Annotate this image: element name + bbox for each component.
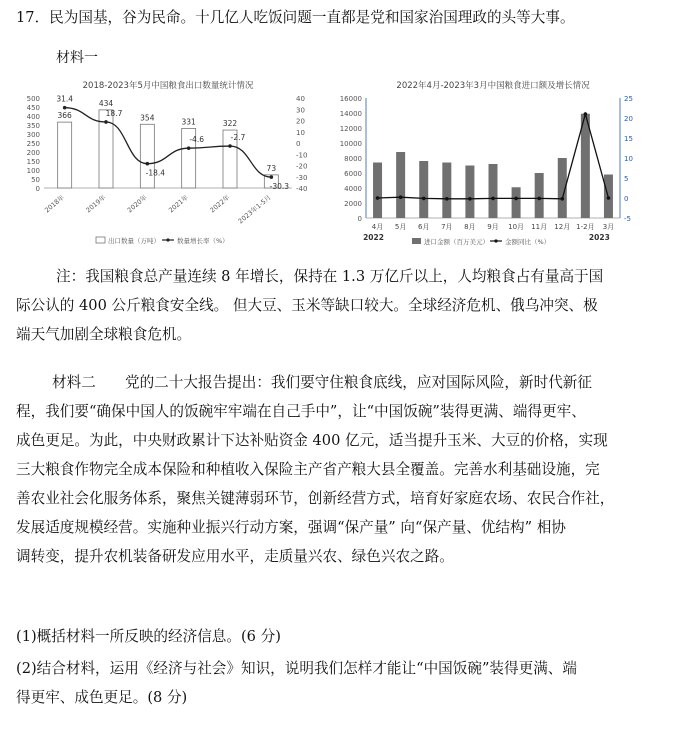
growth-label: -30.3 (269, 182, 290, 192)
bar (581, 114, 590, 218)
bar-label: 322 (222, 119, 238, 129)
m2-line: 成色更足。为此，中央财政累计下达补贴资金 400 亿元，适当提升玉米、大豆的价格，实现 (16, 432, 608, 449)
growth-point (560, 197, 564, 201)
growth-point (270, 175, 274, 179)
x-tick: 2021年 (167, 193, 190, 215)
left-tick: 350 (26, 122, 40, 130)
x-tick: 5月 (394, 223, 407, 231)
x-tick: 2022年 (208, 193, 232, 215)
bar (512, 187, 521, 218)
x-tick: 7月 (441, 223, 453, 231)
bar (442, 163, 451, 219)
right-tick: 10 (296, 128, 305, 137)
left-tick: 500 (26, 95, 40, 103)
left-tick: 0 (35, 185, 40, 193)
bar-label: 354 (140, 113, 155, 123)
x-tick: 1-2月 (576, 223, 595, 231)
m2-line: 程，我们要“确保中国人的饭碗牢牢端在自己手中”，让“中国饭碗”装得更满、端得更牢、 (16, 403, 586, 420)
left-tick: 14000 (339, 110, 362, 118)
left-tick: 6000 (344, 170, 362, 178)
left-tick: 450 (26, 104, 40, 112)
right-tick: 20 (296, 117, 305, 126)
m2-line: 发展适度规模经营。实施种业振兴行动方案，强调“保产量” 向“保产量、优结构” 相协 (16, 519, 566, 536)
q2-line: 得更牢、成色更足。(8 分) (16, 689, 188, 706)
left-tick: 0 (357, 215, 362, 223)
right-tick: 40 (296, 95, 305, 103)
bar (535, 173, 544, 218)
growth-point (63, 106, 67, 110)
growth-label: 31.4 (56, 94, 74, 104)
bar-label: 434 (98, 98, 114, 108)
x-tick: 6月 (417, 223, 430, 231)
growth-line (65, 108, 272, 177)
legend-line-marker (166, 238, 169, 241)
export-chart (10, 76, 330, 256)
legend-bar-swatch (412, 238, 421, 244)
left-tick: 250 (26, 140, 40, 148)
x-tick: 2023年1-5月 (236, 193, 273, 226)
left-tick: 4000 (344, 185, 362, 193)
legend-label: 金额同比（%） (505, 238, 551, 246)
right-tick: -30 (296, 173, 308, 182)
growth-point (468, 197, 472, 201)
right-tick: 30 (296, 106, 305, 115)
right-tick: -20 (296, 162, 308, 171)
left-tick: 10000 (339, 140, 362, 148)
left-tick: 100 (26, 167, 40, 175)
x-tick: 11月 (531, 223, 548, 231)
note-line: 端天气加剧全球粮食危机。 (16, 326, 192, 343)
x-tick: 10月 (508, 223, 525, 231)
material1-label: 材料一 (56, 50, 98, 66)
right-tick: -10 (296, 151, 308, 160)
growth-label: 18.7 (105, 108, 123, 118)
growth-point (537, 197, 541, 201)
right-tick: -40 (296, 185, 308, 193)
bar (489, 164, 498, 218)
bar (373, 163, 382, 219)
growth-point (607, 196, 611, 200)
bar (58, 122, 72, 188)
growth-point (228, 144, 232, 148)
growth-label: -18.4 (145, 168, 166, 178)
bar-label: 73 (266, 163, 277, 173)
left-tick: 300 (26, 131, 40, 139)
sub-question-1: (1)概括材料一所反映的经济信息。(6 分) (16, 628, 281, 645)
bar (419, 161, 428, 218)
right-tick: -5 (624, 215, 631, 223)
left-tick: 16000 (339, 95, 362, 103)
x-tick: 2020年 (125, 193, 149, 215)
left-tick: 2000 (344, 200, 362, 208)
bar (140, 124, 154, 188)
legend-label: 进口金额（百万美元） (424, 238, 489, 246)
growth-point (376, 196, 380, 200)
x-tick: 2018年 (43, 193, 66, 215)
left-tick: 8000 (344, 155, 362, 163)
legend-label: 数量增长率（%） (177, 237, 229, 245)
growth-label: -4.6 (189, 135, 204, 145)
x-tick: 9月 (487, 223, 499, 231)
left-tick: 150 (26, 158, 40, 166)
question-stem: 17．民为国基，谷为民命。十几亿人吃饭问题一直都是党和国家治国理政的头等大事。 (16, 9, 575, 26)
legend-line-marker (494, 239, 497, 242)
bar-label: 331 (181, 117, 196, 127)
growth-point (491, 197, 495, 201)
import-chart (330, 76, 655, 256)
legend-bar-swatch (96, 237, 105, 243)
right-tick: 15 (624, 135, 633, 143)
legend-label: 出口数量（万吨） (108, 237, 160, 245)
x-tick: 2019年 (84, 193, 108, 215)
m2-line: 调转变，提升农机装备研发应用水平，走质量兴农、绿色兴农之路。 (16, 548, 454, 565)
note-line: 注：我国粮食总产量连续 8 年增长，保持在 1.3 万亿斤以上，人均粮食占有量高于国 (56, 268, 604, 285)
material2-paragraph (16, 368, 666, 571)
chart-title: 2022年4月-2023年3月中国粮食进口额及增长情况 (396, 81, 590, 91)
m2-line: 三大粮食作物完全成本保险和种植收入保险主产省产粮大县全覆盖。完善水利基础设施，完 (16, 461, 600, 478)
growth-point (445, 197, 449, 201)
right-tick: 10 (624, 155, 633, 163)
x-tick: 4月 (371, 223, 384, 231)
m2-line: 材料二 党的二十大报告提出：我们要守住粮食底线，应对国际风险，新时代新征 (52, 374, 592, 391)
m2-line: 善农业社会化服务体系，聚焦关键薄弱环节，创新经营方式，培育好家庭农场、农民合作社， (16, 490, 615, 507)
right-tick: 5 (624, 175, 629, 183)
right-tick: 0 (624, 195, 629, 203)
x-tick: 8月 (464, 223, 476, 231)
x-tick: 12月 (554, 223, 571, 231)
growth-point (514, 197, 518, 201)
bar (465, 166, 474, 219)
note-line: 际公认的 400 公斤粮食安全线。 但大豆、玉米等缺口较大。全球经济危机、俄乌冲突、极 (16, 297, 598, 314)
bar (396, 152, 405, 218)
right-tick: 25 (624, 95, 633, 103)
bar-label: 366 (57, 111, 72, 121)
growth-point (146, 162, 150, 166)
growth-point (399, 195, 403, 199)
growth-point (187, 146, 191, 150)
growth-point (422, 197, 426, 201)
left-tick: 12000 (339, 125, 362, 133)
sub-question-2 (16, 654, 666, 712)
growth-point (104, 120, 108, 124)
x-tick: 3月 (602, 223, 615, 231)
year-label: 2022 (363, 233, 384, 242)
material1-note (16, 262, 666, 349)
right-tick: 0 (296, 140, 301, 148)
left-tick: 50 (31, 176, 40, 184)
q2-line: (2)结合材料，运用《经济与社会》知识，说明我们怎样才能让“中国饭碗”装得更满、端 (16, 660, 577, 677)
chart-title: 2018-2023年5月中国粮食出口数量统计情况 (82, 81, 254, 91)
left-tick: 400 (26, 113, 40, 121)
growth-label: -2.7 (230, 133, 246, 143)
right-tick: 20 (624, 115, 633, 123)
growth-point (584, 112, 588, 116)
year-label: 2023 (588, 233, 610, 242)
left-tick: 200 (26, 149, 40, 157)
